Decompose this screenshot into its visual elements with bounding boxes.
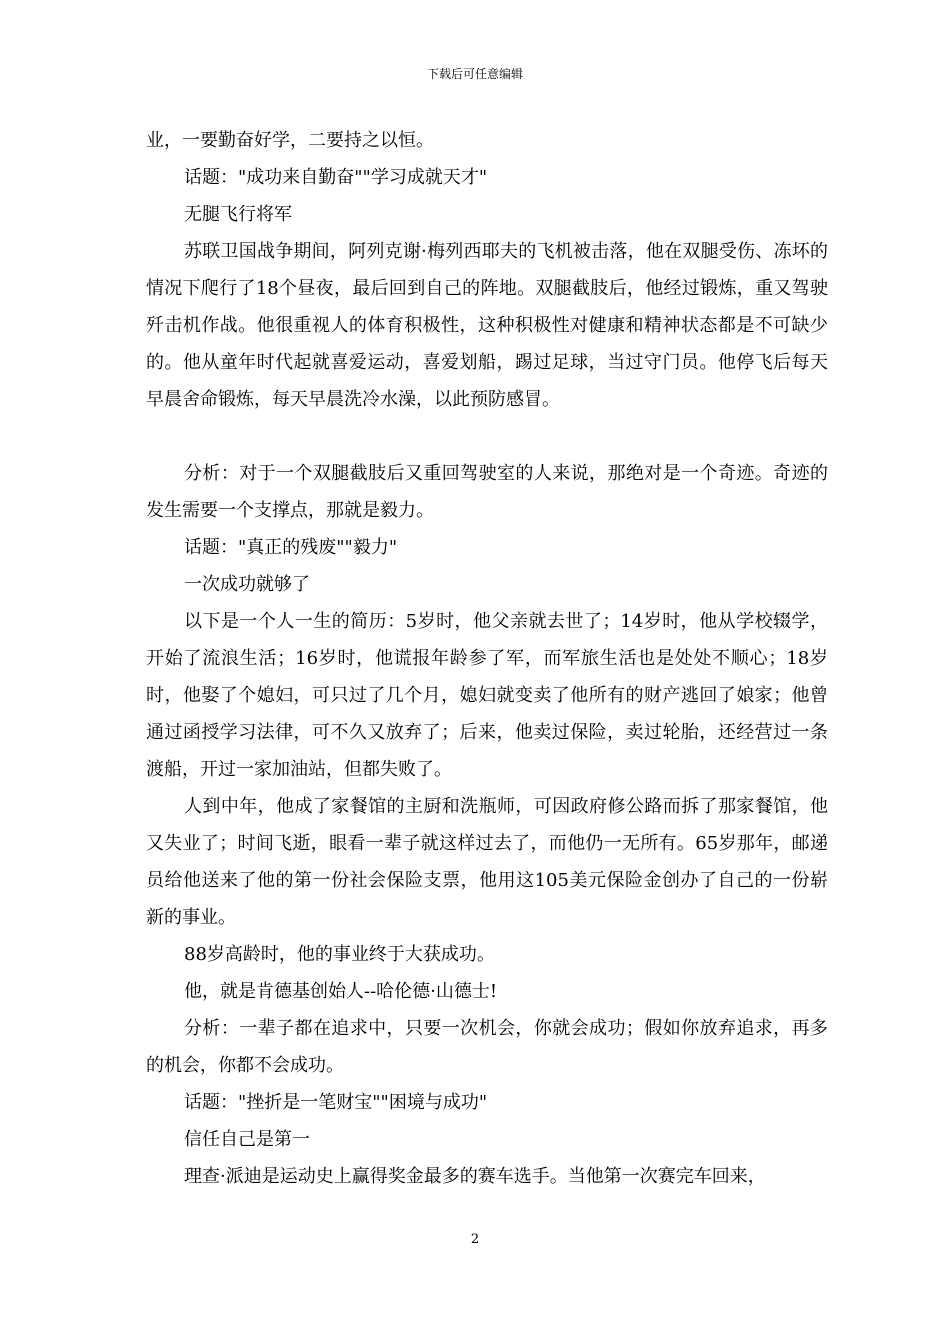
story-paragraph: 苏联卫国战争期间，阿列克谢·梅列西耶夫的飞机被击落，他在双腿受伤、冻坏的情况下爬行了18个昼夜，最后回到自己的阵地。双腿截肢后，他经过锻炼，重又驾驶歼击机作战。他很重视人的体育积极性，这种积极性对健康和精神状态都是不可缺少的。他从童年时代起就喜爱运动，喜爱划船，踢过足球，当过守门员。他停飞后每天早晨舍命锻炼，每天早晨洗冷水澡，以此预防感冒。 bbox=[146, 241, 828, 410]
page-header: 下载后可任意编辑 bbox=[426, 67, 523, 81]
analysis-paragraph: 分析：对于一个双腿截肢后又重回驾驶室的人来说，那绝对是一个奇迹。奇迹的发生需要一个支撑点，那就是毅力。 bbox=[146, 463, 828, 521]
section-title: 无腿飞行将军 bbox=[184, 204, 292, 225]
document-body bbox=[146, 122, 828, 1195]
story-paragraph: 理查·派迪是运动史上赢得奖金最多的赛车选手。当他第一次赛完车回来， bbox=[184, 1166, 766, 1187]
story-paragraph: 88岁高龄时，他的事业终于大获成功。 bbox=[184, 944, 495, 965]
story-paragraph: 以下是一个人一生的简历：5岁时，他父亲就去世了；14岁时，他从学校辍学，开始了流浪生活；16岁时，他谎报年龄参了军，而军旅生活也是处处不顺心；18岁时，他娶了个媳妇，可只过了几个月，媳妇就变卖了他所有的财产逃回了娘家；他曾通过函授学习法律，可不久又放弃了；后来，他卖过保险，卖过轮胎，还经营过一条渡船，开过一家加油站，但都失败了。 bbox=[146, 611, 828, 780]
section-title: 一次成功就够了 bbox=[184, 574, 310, 595]
story-paragraph: 人到中年，他成了家餐馆的主厨和洗瓶师，可因政府修公路而拆了那家餐馆，他又失业了；时间飞逝，眼看一辈子就这样过去了，而他仍一无所有。65岁那年，邮递员给他送来了他的第一份社会保险支票，他用这105美元保险金创办了自己的一份崭新的事业。 bbox=[146, 796, 828, 928]
section-title: 信任自己是第一 bbox=[184, 1129, 310, 1150]
analysis-paragraph: 分析：一辈子都在追求中，只要一次机会，你就会成功；假如你放弃追求，再多的机会，你都不会成功。 bbox=[146, 1018, 828, 1076]
topic-line: 话题："真正的残废""毅力" bbox=[184, 537, 398, 558]
topic-line: 话题："挫折是一笔财宝""困境与成功" bbox=[184, 1092, 488, 1113]
paragraph-continuation: 业，一要勤奋好学，二要持之以恒。 bbox=[146, 130, 434, 151]
story-paragraph: 他，就是肯德基创始人--哈伦德·山德士! bbox=[184, 981, 498, 1002]
page-number: 2 bbox=[470, 1232, 480, 1247]
topic-line: 话题："成功来自勤奋""学习成就天才" bbox=[184, 167, 488, 188]
